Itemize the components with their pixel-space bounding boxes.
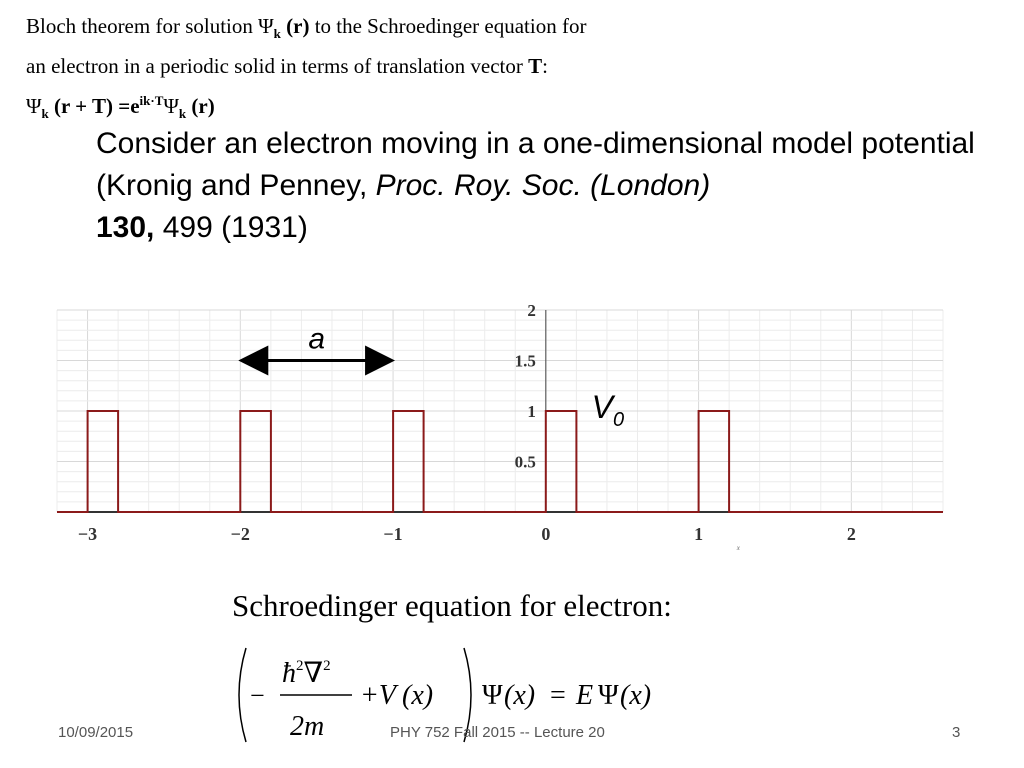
psi-symbol: Ψ [258, 14, 274, 38]
eq-rhs-arg: (r) [191, 94, 215, 118]
grid-horizontal [57, 310, 943, 502]
eq-psi-lhs: Ψ [26, 94, 42, 118]
footer-course: PHY 752 Fall 2015 -- Lecture 20 [390, 724, 605, 741]
bloch-line-2 [26, 54, 548, 79]
x-tick-label: 2 [846, 524, 856, 544]
y-tick-label: 0.5 [514, 452, 536, 472]
bloch-line2-pre: an electron in a periodic solid in terms of translation vector [26, 54, 529, 78]
y-tick-label: 1.5 [514, 351, 536, 371]
r-argument: (r) [286, 14, 310, 38]
intro-text: Consider an electron moving in a one-dimensional model potential (Kronig and Penney, [96, 127, 975, 202]
x-tick-label: −3 [77, 524, 98, 544]
kronig-penney-chart [0, 290, 1024, 570]
eq-psi-rhs: Ψ [163, 94, 179, 118]
footer-page-number: 3 [952, 724, 961, 741]
eq-exponent: ik·T [139, 93, 164, 108]
energy-E: E [576, 680, 594, 711]
journal-pages-year: 499 (1931) [154, 211, 308, 244]
bloch-line-1 [26, 14, 586, 42]
footer-date: 10/09/2015 [58, 724, 134, 741]
k-subscript: k [273, 26, 281, 42]
x-tick-labels [78, 524, 856, 544]
translation-vector-T: T [528, 54, 543, 78]
y-tick-label: 2 [527, 301, 536, 320]
minus-sign: − [250, 681, 265, 710]
psi-rhs-arg: (x) [620, 680, 652, 711]
eq-lhs-arg: (r + T) =e [53, 94, 140, 118]
schroedinger-title: Schroedinger equation for electron: [232, 588, 672, 623]
numerator: $ħ^2\nabla^2$ [282, 658, 331, 689]
denominator: 2m [290, 711, 325, 742]
bloch-equation [26, 93, 215, 122]
psi-rhs: Ψ [598, 680, 619, 711]
plus-V: +V [360, 680, 396, 711]
psi-lhs-arg: (x) [504, 680, 536, 711]
bloch-line2-post: : [542, 54, 548, 78]
x-tick-label: −2 [230, 524, 250, 544]
y-tick-labels [515, 301, 536, 472]
y-tick-label: 1 [527, 402, 536, 421]
x-axis-label: x [736, 544, 740, 552]
eq-k-rhs: k [178, 106, 187, 122]
intro-paragraph [96, 123, 996, 249]
x-tick-label: −1 [383, 524, 403, 544]
x-tick-label: 1 [694, 524, 704, 544]
barrier-label-v0: $V_0$ [591, 389, 625, 432]
bloch-line1-post: to the Schroedinger equation for [309, 14, 587, 38]
journal-volume: 130, [96, 211, 155, 244]
x-tick-label: 0 [541, 524, 551, 544]
left-paren [239, 648, 246, 742]
V-argument: (x) [402, 680, 434, 711]
psi-lhs: Ψ [482, 680, 503, 711]
eq-k-lhs: k [41, 106, 49, 122]
equals-sign: = [550, 680, 566, 711]
journal-name: Proc. Roy. Soc. (London) [375, 169, 711, 202]
period-label-a: a [308, 322, 326, 356]
bloch-line1-pre: Bloch theorem for solution [26, 14, 259, 38]
